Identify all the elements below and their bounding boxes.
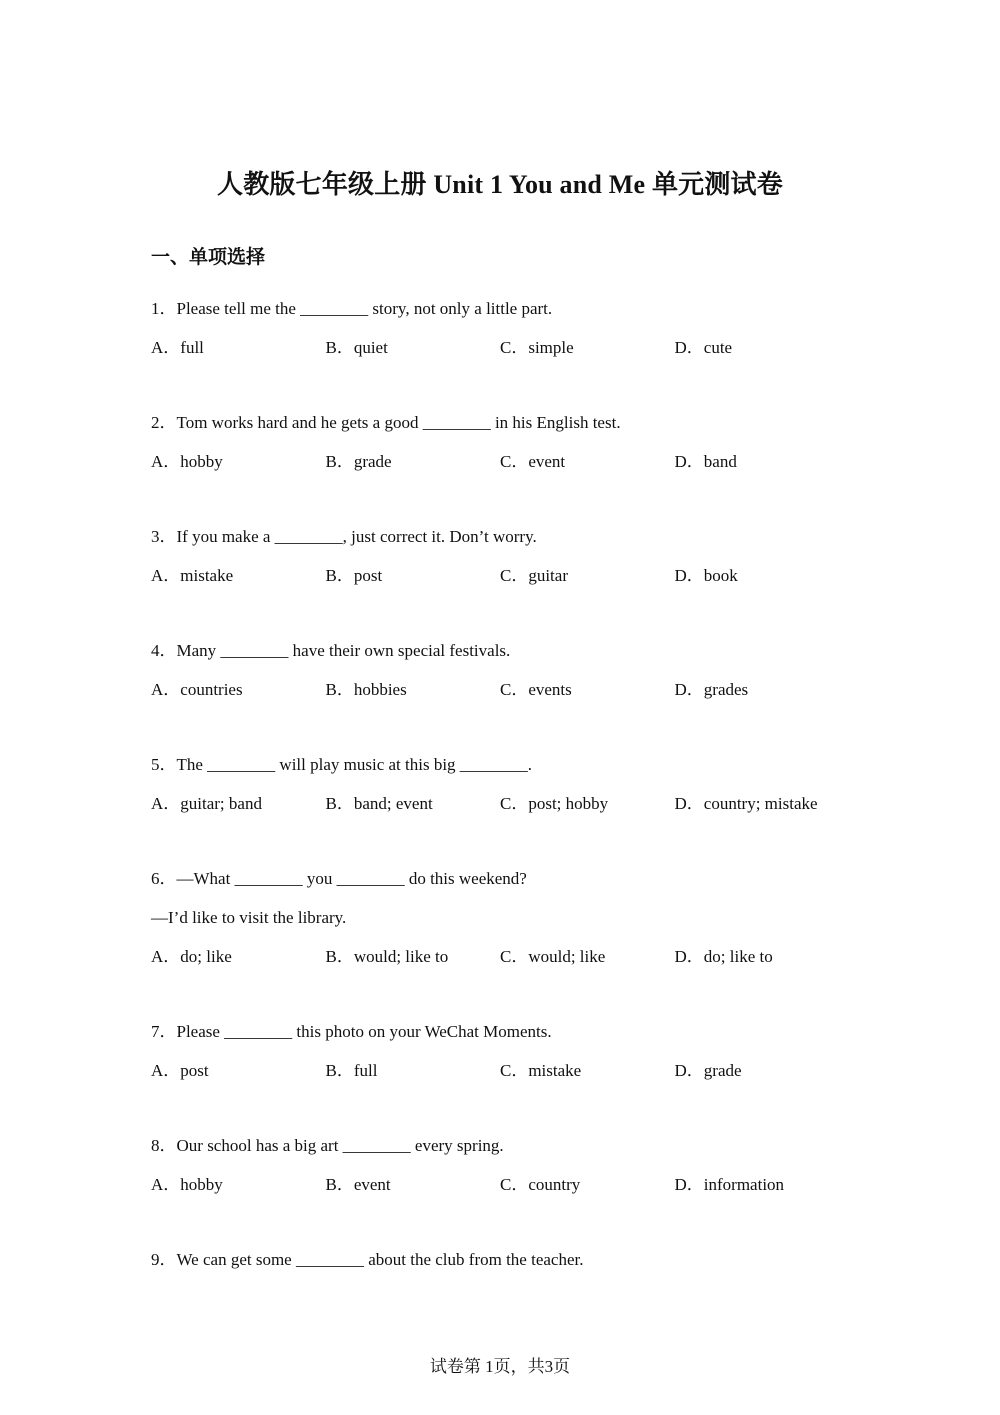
option-d[interactable]: D．do; like to — [674, 947, 773, 966]
option-c[interactable]: C．country — [500, 1175, 581, 1194]
question-stem: 6．—What ________ you ________ do this weekend? — [151, 869, 527, 888]
option-c[interactable]: C．simple — [500, 338, 574, 357]
option-c[interactable]: C．would; like — [500, 947, 606, 966]
option-b[interactable]: B．quiet — [325, 338, 388, 357]
spacer — [151, 475, 871, 524]
option-c[interactable]: C．event — [500, 452, 566, 471]
option-a[interactable]: A．countries — [151, 680, 243, 699]
question-stem: 4．Many ________ have their own special festivals. — [151, 641, 511, 660]
spacer — [151, 361, 871, 410]
option-b[interactable]: B．would; like to — [325, 947, 449, 966]
question-4 — [151, 638, 871, 703]
question-5 — [151, 752, 871, 817]
option-b[interactable]: B．grade — [325, 452, 392, 471]
question-3 — [151, 524, 871, 589]
page-footer: 试卷第 1页，共3页 — [429, 1357, 571, 1376]
question-9 — [151, 1247, 871, 1273]
option-b[interactable]: B．event — [325, 1175, 391, 1194]
spacer — [151, 1198, 871, 1247]
question-stem: 1．Please tell me the ________ story, not only a little part. — [151, 299, 553, 318]
spacer — [151, 589, 871, 638]
option-d[interactable]: D．grade — [674, 1061, 742, 1080]
question-7 — [151, 1019, 871, 1084]
option-d[interactable]: D．country; mistake — [674, 794, 818, 813]
spacer — [151, 817, 871, 866]
question-stem: 5．The ________ will play music at this big ________. — [151, 755, 533, 774]
option-d[interactable]: D．cute — [674, 338, 733, 357]
page-title: 人教版七年级上册 Unit 1 You and Me 单元测试卷 — [217, 170, 783, 199]
option-a[interactable]: A．post — [151, 1061, 209, 1080]
option-row — [151, 944, 871, 970]
option-row — [151, 335, 871, 361]
question-8 — [151, 1133, 871, 1198]
option-a[interactable]: A．mistake — [151, 566, 234, 585]
question-stem: 2．Tom works hard and he gets a good ________ in his English test. — [151, 413, 621, 432]
option-b[interactable]: B．post — [325, 566, 383, 585]
option-b[interactable]: B．full — [325, 1061, 378, 1080]
option-a[interactable]: A．do; like — [151, 947, 232, 966]
option-row — [151, 449, 871, 475]
option-c[interactable]: C．guitar — [500, 566, 568, 585]
option-a[interactable]: A．guitar; band — [151, 794, 262, 813]
option-d[interactable]: D．band — [674, 452, 737, 471]
option-row — [151, 791, 871, 817]
option-c[interactable]: C．post; hobby — [500, 794, 609, 813]
option-row — [151, 1172, 871, 1198]
option-c[interactable]: C．events — [500, 680, 572, 699]
option-row — [151, 563, 871, 589]
option-d[interactable]: D．information — [674, 1175, 785, 1194]
question-1 — [151, 296, 871, 361]
question-stem-response: —I’d like to visit the library. — [151, 908, 347, 927]
question-2 — [151, 410, 871, 475]
option-a[interactable]: A．hobby — [151, 452, 223, 471]
question-stem: 7．Please ________ this photo on your WeChat Moments. — [151, 1022, 552, 1041]
question-list — [151, 296, 871, 1273]
option-c[interactable]: C．mistake — [500, 1061, 582, 1080]
question-stem: 3．If you make a ________, just correct it. Don’t worry. — [151, 527, 537, 546]
option-row — [151, 1058, 871, 1084]
section-heading: 一、单项选择 — [151, 246, 266, 268]
question-stem: 9．We can get some ________ about the club from the teacher. — [151, 1250, 584, 1269]
option-a[interactable]: A．full — [151, 338, 204, 357]
option-b[interactable]: B．hobbies — [325, 680, 407, 699]
question-6 — [151, 866, 871, 970]
question-stem: 8．Our school has a big art ________ every spring. — [151, 1136, 504, 1155]
option-row — [151, 677, 871, 703]
option-d[interactable]: D．grades — [674, 680, 749, 699]
spacer — [151, 703, 871, 752]
option-a[interactable]: A．hobby — [151, 1175, 223, 1194]
option-d[interactable]: D．book — [674, 566, 738, 585]
spacer — [151, 970, 871, 1019]
spacer — [151, 1084, 871, 1133]
option-b[interactable]: B．band; event — [325, 794, 433, 813]
